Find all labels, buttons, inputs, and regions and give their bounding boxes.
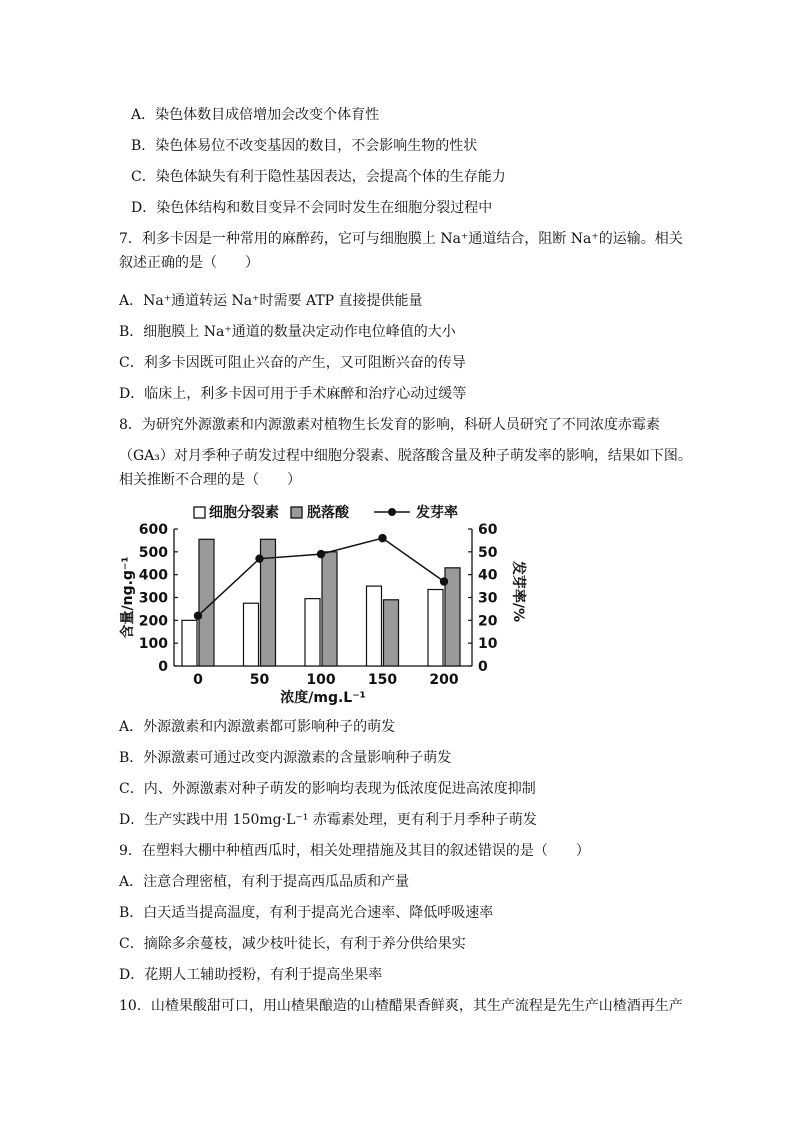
y-tick-label-right: 50 [478, 544, 498, 561]
y-tick-label-left: 0 [158, 659, 168, 675]
q9-stem: 9．在塑料大棚中种植西瓜时，相关处理措施及其目的叙述错误的是（ ） [119, 843, 590, 859]
y-axis-label-right: 发芽率/% [510, 560, 526, 623]
y-tick-label-right: 60 [478, 522, 498, 538]
y-tick-label-right: 20 [478, 613, 498, 630]
legend-label-germination: 发芽率 [416, 505, 458, 521]
x-axis-label: 浓度/mg.L⁻¹ [280, 690, 366, 706]
q10-stem-line1: 10．山楂果酸甜可口，用山楂果酿造的山楂醋果香鲜爽，其生产流程是先生产山楂酒再生产 [119, 998, 683, 1014]
q7-option-a: A．Na⁺通道转运 Na⁺时需要 ATP 直接提供能量 [119, 293, 423, 309]
y-tick-label-right: 10 [478, 636, 498, 653]
bar-cytokinin [367, 586, 382, 666]
point-germination-rate [255, 554, 263, 562]
point-germination-rate [440, 577, 448, 585]
y-tick-label-left: 100 [138, 636, 168, 653]
legend-label-cytokinin: 细胞分裂素 [209, 505, 279, 521]
x-tick-label: 50 [249, 672, 270, 688]
q8-stem-line1: 8．为研究外源激素和内源激素对植物生长发育的影响，科研人员研究了不同浓度赤霉素 [119, 417, 660, 433]
q7-option-d: D．临床上，利多卡因可用于手术麻醉和治疗心动过缓等 [119, 386, 467, 402]
legend-marker-germination [388, 508, 396, 516]
bar-cytokinin [428, 590, 443, 666]
y-tick-label-right: 0 [478, 659, 488, 675]
y-tick-label-right: 40 [478, 567, 498, 584]
q8-option-a: A．外源激素和内源激素都可影响种子的萌发 [119, 719, 396, 735]
q8-chart [110, 496, 530, 706]
q8-stem-line2: （GA₃）对月季种子萌发过程中细胞分裂素、脱落酸含量及种子萌发率的影响，结果如下图。 [119, 448, 692, 464]
q8-stem-line3: 相关推断不合理的是（ ） [119, 472, 301, 488]
x-tick-label: 0 [193, 672, 203, 688]
q9-option-d: D．花期人工辅助授粉，有利于提高坐果率 [119, 967, 383, 983]
q6-option-a: A．染色体数目成倍增加会改变个体育性 [131, 107, 380, 123]
y-tick-label-right: 30 [478, 590, 498, 607]
q8-option-d: D．生产实践中用 150mg·L⁻¹ 赤霉素处理，更有利于月季种子萌发 [119, 812, 537, 828]
bar-cytokinin [244, 603, 259, 666]
legend-swatch-cytokinin [194, 507, 205, 518]
bar-abscisic-acid [384, 600, 399, 666]
point-germination-rate [378, 534, 386, 542]
y-tick-label-left: 400 [138, 567, 168, 584]
chart-legend [194, 504, 458, 521]
y-axis-label-left: 含量/ng.g⁻¹ [120, 556, 136, 639]
y-tick-label-left: 600 [138, 522, 168, 538]
q9-option-b: B．白天适当提高温度，有利于提高光合速率、降低呼吸速率 [119, 905, 494, 921]
bar-abscisic-acid [322, 552, 337, 666]
q7-option-c: C．利多卡因既可阻止兴奋的产生，又可阻断兴奋的传导 [119, 355, 466, 371]
legend-swatch-abscisic-acid [291, 507, 302, 518]
q8-option-c: C．内、外源激素对种子萌发的影响均表现为低浓度促进高浓度抑制 [119, 781, 536, 797]
point-germination-rate [317, 550, 325, 558]
q7-stem-line2: 叙述正确的是（ ） [119, 255, 259, 271]
bar-cytokinin [305, 599, 320, 666]
q6-option-c: C．染色体缺失有利于隐性基因表达，会提高个体的生存能力 [131, 169, 506, 185]
x-tick-label: 150 [367, 672, 398, 688]
x-tick-label: 100 [306, 672, 336, 688]
bar-cytokinin [182, 620, 197, 666]
line-germination-rate [198, 538, 444, 616]
y-tick-label-left: 500 [138, 544, 168, 561]
q7-stem-line1: 7．利多卡因是一种常用的麻醉药，它可与细胞膜上 Na⁺通道结合，阻断 Na⁺的运输。相关 [119, 231, 683, 247]
q6-option-b: B．染色体易位不改变基因的数目，不会影响生物的性状 [131, 138, 478, 154]
y-tick-label-left: 300 [138, 590, 168, 607]
chart-plot-area [119, 522, 527, 706]
q8-option-b: B．外源激素可通过改变内源激素的含量影响种子萌发 [119, 750, 452, 766]
q9-option-a: A．注意合理密植，有利于提高西瓜品质和产量 [119, 874, 410, 890]
y-tick-label-left: 200 [138, 613, 168, 630]
q7-option-b: B．细胞膜上 Na⁺通道的数量决定动作电位峰值的大小 [119, 324, 456, 340]
x-tick-label: 200 [429, 672, 459, 688]
q6-option-d: D．染色体结构和数目变异不会同时发生在细胞分裂过程中 [131, 200, 493, 216]
q9-option-c: C．摘除多余蔓枝，减少枝叶徒长，有利于养分供给果实 [119, 936, 466, 952]
point-germination-rate [194, 612, 202, 620]
legend-label-abscisic-acid: 脱落酸 [307, 505, 349, 521]
